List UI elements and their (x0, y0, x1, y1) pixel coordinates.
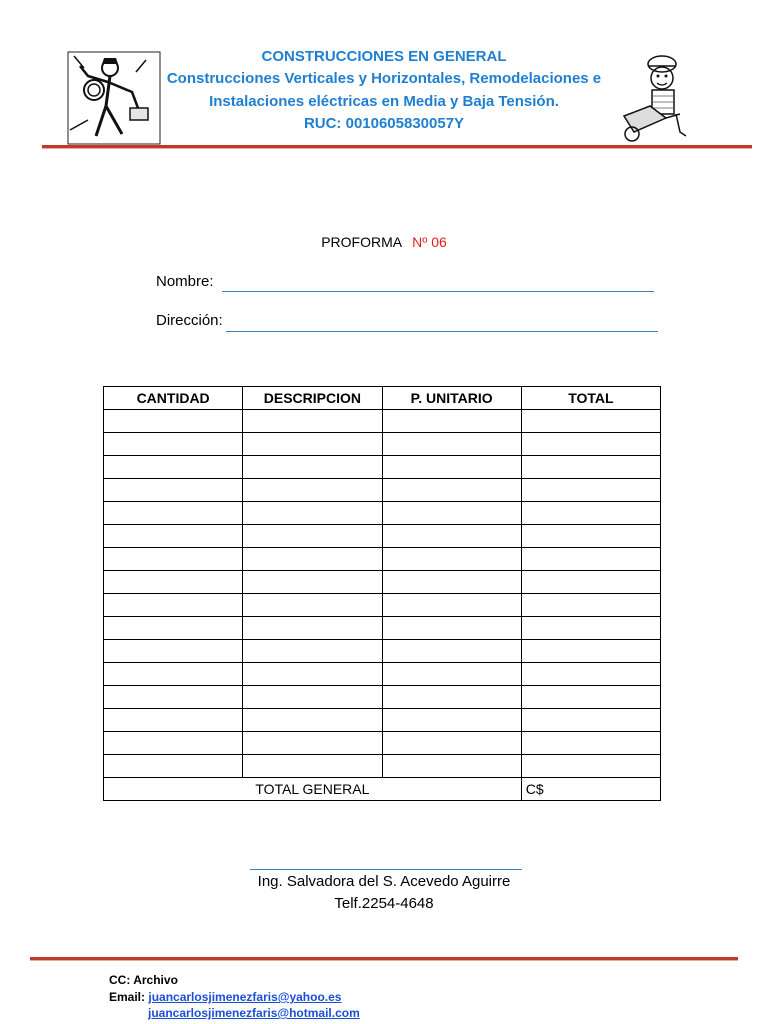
table-row (104, 410, 661, 433)
email-link-hotmail[interactable]: juancarlosjimenezfaris@hotmail.com (148, 1006, 360, 1020)
email-link-yahoo[interactable]: juancarlosjimenezfaris@yahoo.es (148, 990, 342, 1004)
table-cell[interactable] (243, 548, 382, 571)
table-cell[interactable] (243, 502, 382, 525)
table-row (104, 594, 661, 617)
table-cell[interactable] (521, 755, 660, 778)
builder-with-wheelbarrow-logo (620, 52, 700, 144)
footer-divider (30, 957, 738, 960)
table-row (104, 525, 661, 548)
table-cell[interactable] (243, 456, 382, 479)
table-cell[interactable] (104, 686, 243, 709)
table-cell[interactable] (382, 640, 521, 663)
footer-cc: CC: Archivo (109, 973, 178, 987)
table-cell[interactable] (104, 640, 243, 663)
table-row (104, 433, 661, 456)
table-cell[interactable] (382, 663, 521, 686)
table-cell[interactable] (243, 663, 382, 686)
company-name: CONSTRUCCIONES EN GENERAL (261, 48, 507, 65)
header-divider (42, 145, 752, 148)
table-cell[interactable] (104, 617, 243, 640)
table-cell[interactable] (243, 594, 382, 617)
company-services-line1: Construcciones Verticales y Horizontales, Remodelaciones e (166, 70, 602, 87)
table-cell[interactable] (382, 755, 521, 778)
table-cell[interactable] (521, 640, 660, 663)
table-cell[interactable] (104, 709, 243, 732)
table-cell[interactable] (104, 594, 243, 617)
nombre-field[interactable] (222, 291, 654, 292)
table-cell[interactable] (382, 709, 521, 732)
company-ruc: RUC: 0010605830057Y (303, 115, 465, 132)
footer-email-row (109, 990, 341, 1004)
proforma-title (0, 234, 768, 250)
signature-line (250, 869, 522, 870)
table-row (104, 686, 661, 709)
table-cell[interactable] (521, 732, 660, 755)
table-cell[interactable] (382, 525, 521, 548)
table-cell[interactable] (104, 732, 243, 755)
nombre-label: Nombre: (156, 273, 214, 290)
table-row (104, 663, 661, 686)
table-cell[interactable] (104, 456, 243, 479)
total-general-value[interactable]: C$ (521, 778, 660, 801)
table-cell[interactable] (382, 548, 521, 571)
table-cell[interactable] (104, 433, 243, 456)
table-cell[interactable] (104, 755, 243, 778)
table-cell[interactable] (382, 732, 521, 755)
table-row (104, 548, 661, 571)
table-cell[interactable] (521, 686, 660, 709)
table-row (104, 709, 661, 732)
table-row (104, 479, 661, 502)
table-cell[interactable] (521, 548, 660, 571)
table-cell[interactable] (521, 479, 660, 502)
table-cell[interactable] (382, 594, 521, 617)
table-cell[interactable] (104, 663, 243, 686)
table-cell[interactable] (521, 502, 660, 525)
footer-email-row-2 (148, 1006, 360, 1020)
table-row (104, 755, 661, 778)
table-cell[interactable] (382, 571, 521, 594)
direccion-label: Dirección: (156, 312, 223, 329)
table-cell[interactable] (382, 456, 521, 479)
signatory-name: Ing. Salvadora del S. Acevedo Aguirre (257, 873, 511, 890)
table-cell[interactable] (521, 456, 660, 479)
table-row (104, 617, 661, 640)
table-cell[interactable] (243, 755, 382, 778)
table-cell[interactable] (243, 617, 382, 640)
table-cell[interactable] (104, 479, 243, 502)
direccion-field[interactable] (226, 331, 658, 332)
table-cell[interactable] (243, 525, 382, 548)
table-cell[interactable] (521, 525, 660, 548)
table-cell[interactable] (243, 709, 382, 732)
table-cell[interactable] (104, 548, 243, 571)
table-cell[interactable] (382, 686, 521, 709)
column-header-precio-unitario: P. UNITARIO (382, 387, 521, 410)
table-cell[interactable] (382, 502, 521, 525)
table-cell[interactable] (382, 433, 521, 456)
proforma-number: Nº 06 (412, 234, 447, 250)
table-cell[interactable] (382, 617, 521, 640)
table-cell[interactable] (521, 410, 660, 433)
signatory-phone: Telf.2254-4648 (334, 895, 434, 912)
footer-email-label: Email: (109, 990, 146, 1004)
table-cell[interactable] (521, 433, 660, 456)
table-total-row (104, 778, 661, 801)
proforma-label: PROFORMA (321, 234, 403, 250)
table-cell[interactable] (521, 709, 660, 732)
table-cell[interactable] (521, 617, 660, 640)
table-row (104, 456, 661, 479)
table-cell[interactable] (243, 410, 382, 433)
table-row (104, 732, 661, 755)
table-cell[interactable] (243, 571, 382, 594)
table-cell[interactable] (382, 410, 521, 433)
table-cell[interactable] (104, 410, 243, 433)
column-header-descripcion: DESCRIPCION (243, 387, 382, 410)
total-general-label: TOTAL GENERAL (104, 778, 522, 801)
table-cell[interactable] (521, 594, 660, 617)
table-header-row (104, 387, 661, 410)
table-cell[interactable] (243, 479, 382, 502)
table-cell[interactable] (104, 525, 243, 548)
table-cell[interactable] (521, 663, 660, 686)
table-cell[interactable] (243, 732, 382, 755)
table-row (104, 571, 661, 594)
table-row (104, 502, 661, 525)
table-cell[interactable] (521, 571, 660, 594)
column-header-cantidad: CANTIDAD (104, 387, 243, 410)
table-cell[interactable] (243, 433, 382, 456)
table-cell[interactable] (382, 479, 521, 502)
table-cell[interactable] (104, 502, 243, 525)
table-row (104, 640, 661, 663)
table-cell[interactable] (243, 640, 382, 663)
company-services-line2: Instalaciones eléctricas en Media y Baja Tensión. (209, 93, 559, 110)
table-cell[interactable] (104, 571, 243, 594)
table-cell[interactable] (243, 686, 382, 709)
column-header-total: TOTAL (521, 387, 660, 410)
items-table (103, 386, 661, 801)
